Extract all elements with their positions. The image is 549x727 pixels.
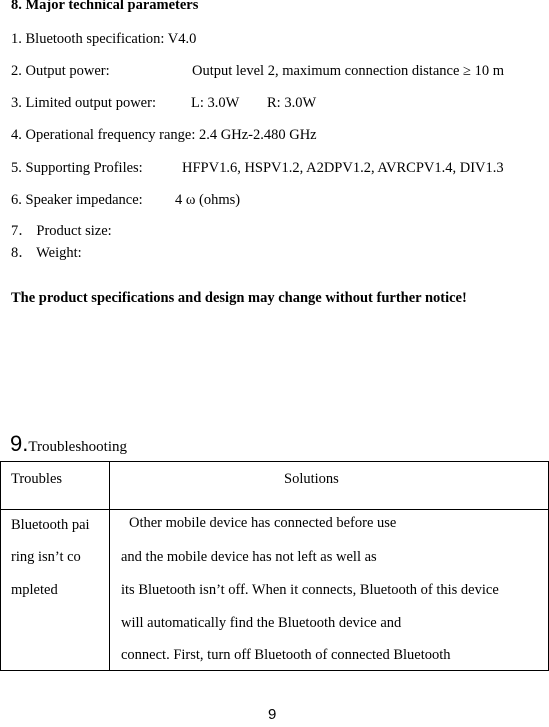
solution-line: and the mobile device has not left as well as xyxy=(121,549,377,565)
notice-text: The product specifications and design may change without further notice! xyxy=(11,290,467,306)
page-number: 9 xyxy=(268,706,277,723)
param-profiles-value: HFPV1.6, HSPV1.2, A2DPV1.2, AVRCPV1.4, DIV1.3 xyxy=(182,160,504,176)
troubleshooting-table xyxy=(0,461,549,671)
table-row xyxy=(1,510,549,671)
header-troubles: Troubles xyxy=(1,462,110,510)
param-bluetooth-spec: 1. Bluetooth specification: V4.0 xyxy=(11,31,197,47)
solution-line: connect. First, turn off Bluetooth of connected Bluetooth xyxy=(121,647,451,663)
param-weight: 8． Weight: xyxy=(11,245,82,261)
param-output-power-label: 2. Output power: xyxy=(11,63,110,79)
param-frequency-range: 4. Operational frequency range: 2.4 GHz-2.480 GHz xyxy=(11,127,317,143)
trouble-line: mpleted xyxy=(11,582,58,598)
solution-line: its Bluetooth isn’t off. When it connects, Bluetooth of this device xyxy=(121,582,499,598)
param-limited-output-right: R: 3.0W xyxy=(267,95,317,111)
table-header-row xyxy=(1,462,549,510)
param-limited-output-label: 3. Limited output power: xyxy=(11,95,156,111)
param-output-power-value: Output level 2, maximum connection distance ≥ 10 m xyxy=(192,63,504,79)
section-9-number: 9. xyxy=(10,431,29,456)
solution-line: will automatically find the Bluetooth device and xyxy=(121,615,402,631)
param-impedance-value: 4 ω (ohms) xyxy=(175,192,241,208)
param-limited-output-left: L: 3.0W xyxy=(191,95,240,111)
section-9-heading xyxy=(10,431,127,457)
param-impedance-label: 6. Speaker impedance: xyxy=(11,192,143,208)
trouble-line: Bluetooth pai xyxy=(11,517,90,533)
header-solutions: Solutions xyxy=(110,462,549,510)
section-8-heading: 8. Major technical parameters xyxy=(11,0,199,13)
param-product-size: 7． Product size: xyxy=(11,223,112,239)
solution-cell xyxy=(110,510,549,671)
trouble-cell xyxy=(1,510,110,671)
solution-line: Other mobile device has connected before use xyxy=(129,515,397,531)
section-9-title: Troubleshooting xyxy=(28,439,127,455)
param-profiles-label: 5. Supporting Profiles: xyxy=(11,160,143,176)
trouble-line: ring isn’t co xyxy=(11,549,81,565)
